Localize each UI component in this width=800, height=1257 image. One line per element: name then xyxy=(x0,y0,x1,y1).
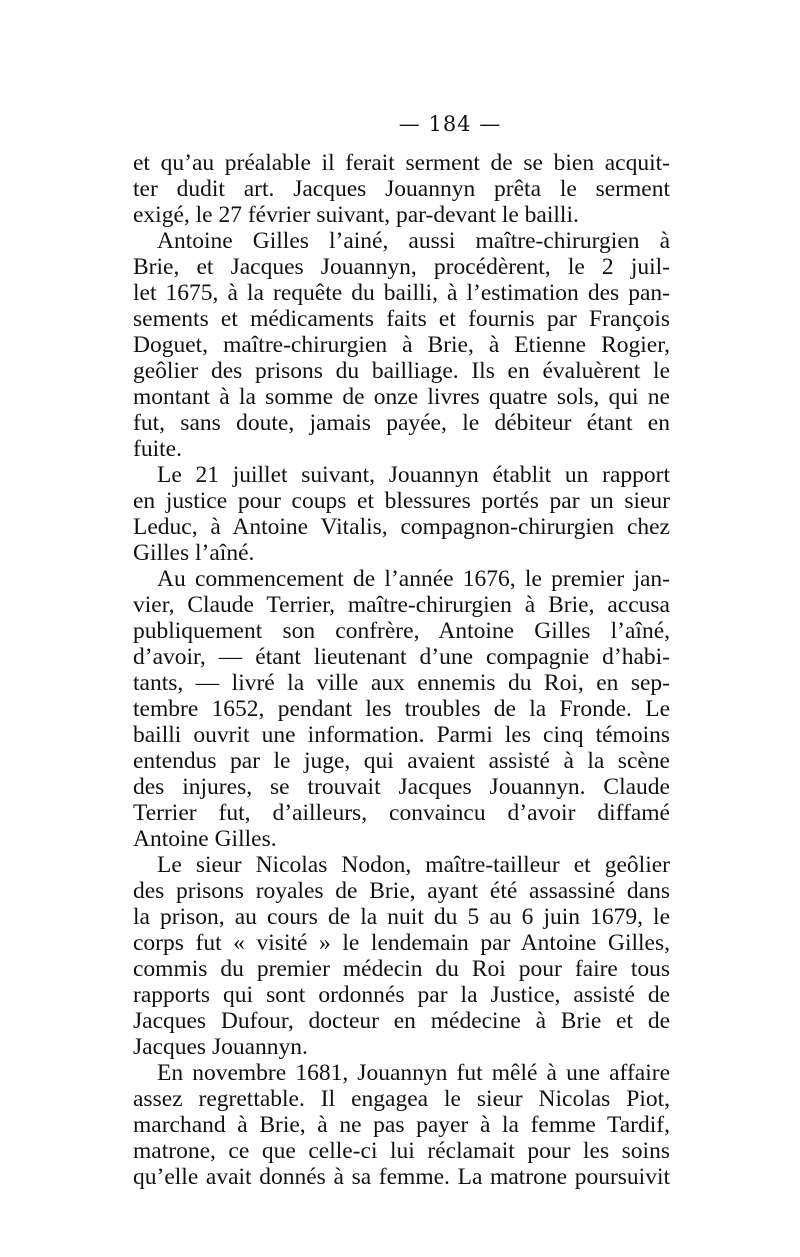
text-line: En novembre 1681, Jouannyn fut mêlé à une affaire xyxy=(157,1060,670,1086)
text-line: ter dudit art. Jacques Jouannyn prêta le serment xyxy=(133,176,670,202)
body-text xyxy=(133,150,670,1190)
text-line: tembre 1652, pendant les troubles de la Fronde. Le xyxy=(133,696,670,722)
text-line: Leduc, à Antoine Vitalis, compagnon-chirurgien chez xyxy=(133,514,670,540)
text-line: entendus par le juge, qui avaient assisté à la scène xyxy=(133,748,670,774)
text-line: Au commencement de l’année 1676, le premier jan- xyxy=(157,566,670,592)
text-line: rapports qui sont ordonnés par la Justice, assisté de xyxy=(133,982,670,1008)
text-line: fuite. xyxy=(133,436,182,462)
text-line: Terrier fut, d’ailleurs, convaincu d’avoir diffamé xyxy=(133,800,670,826)
text-line: commis du premier médecin du Roi pour faire tous xyxy=(133,956,670,982)
text-line: sements et médicaments faits et fournis par François xyxy=(133,306,670,332)
text-line: montant à la somme de onze livres quatre sols, qui ne xyxy=(133,384,670,410)
text-line: des injures, se trouvait Jacques Jouannyn. Claude xyxy=(133,774,670,800)
text-line: corps fut « visité » le lendemain par Antoine Gilles, xyxy=(133,930,670,956)
text-line: bailli ouvrit une information. Parmi les cinq témoins xyxy=(133,722,670,748)
text-line: marchand à Brie, à ne pas payer à la femme Tardif, xyxy=(133,1112,670,1138)
text-line: vier, Claude Terrier, maître-chirurgien à Brie, accusa xyxy=(133,592,670,618)
text-line: assez regrettable. Il engagea le sieur Nicolas Piot, xyxy=(133,1086,670,1112)
text-line: tants, — livré la ville aux ennemis du Roi, en sep- xyxy=(133,670,670,696)
text-line: Jacques Jouannyn. xyxy=(133,1034,308,1060)
text-line: la prison, au cours de la nuit du 5 au 6 juin 1679, le xyxy=(133,904,670,930)
text-line: Brie, et Jacques Jouannyn, procédèrent, le 2 juil- xyxy=(133,254,670,280)
text-line: qu’elle avait donnés à sa femme. La matrone poursuivit xyxy=(133,1164,670,1190)
text-line: Le 21 juillet suivant, Jouannyn établit un rapport xyxy=(157,462,670,488)
text-line: des prisons royales de Brie, ayant été assassiné dans xyxy=(133,878,670,904)
text-line: matrone, ce que celle-ci lui réclamait pour les soins xyxy=(133,1138,670,1164)
text-line: geôlier des prisons du bailliage. Ils en évaluèrent le xyxy=(133,358,670,384)
text-line: en justice pour coups et blessures portés par un sieur xyxy=(133,488,670,514)
text-line: d’avoir, — étant lieutenant d’une compagnie d’habi- xyxy=(133,644,670,670)
text-line: et qu’au préalable il ferait serment de se bien acquit- xyxy=(133,150,670,176)
text-line: Antoine Gilles l’ainé, aussi maître-chirurgien à xyxy=(157,228,670,254)
text-line: let 1675, à la requête du bailli, à l’estimation des pan- xyxy=(133,280,670,306)
text-line: Antoine Gilles. xyxy=(133,826,277,852)
text-line: Gilles l’aîné. xyxy=(133,540,255,566)
text-line: Le sieur Nicolas Nodon, maître-tailleur et geôlier xyxy=(157,852,670,878)
text-line: publiquement son confrère, Antoine Gilles l’aîné, xyxy=(133,618,670,644)
text-line: Doguet, maître-chirurgien à Brie, à Etienne Rogier, xyxy=(133,332,670,358)
page-number: — 184 — xyxy=(398,112,502,136)
text-line: exigé, le 27 février suivant, par-devant le bailli. xyxy=(133,202,579,228)
text-line: fut, sans doute, jamais payée, le débiteur étant en xyxy=(133,410,670,436)
text-line: Jacques Dufour, docteur en médecine à Brie et de xyxy=(133,1008,670,1034)
